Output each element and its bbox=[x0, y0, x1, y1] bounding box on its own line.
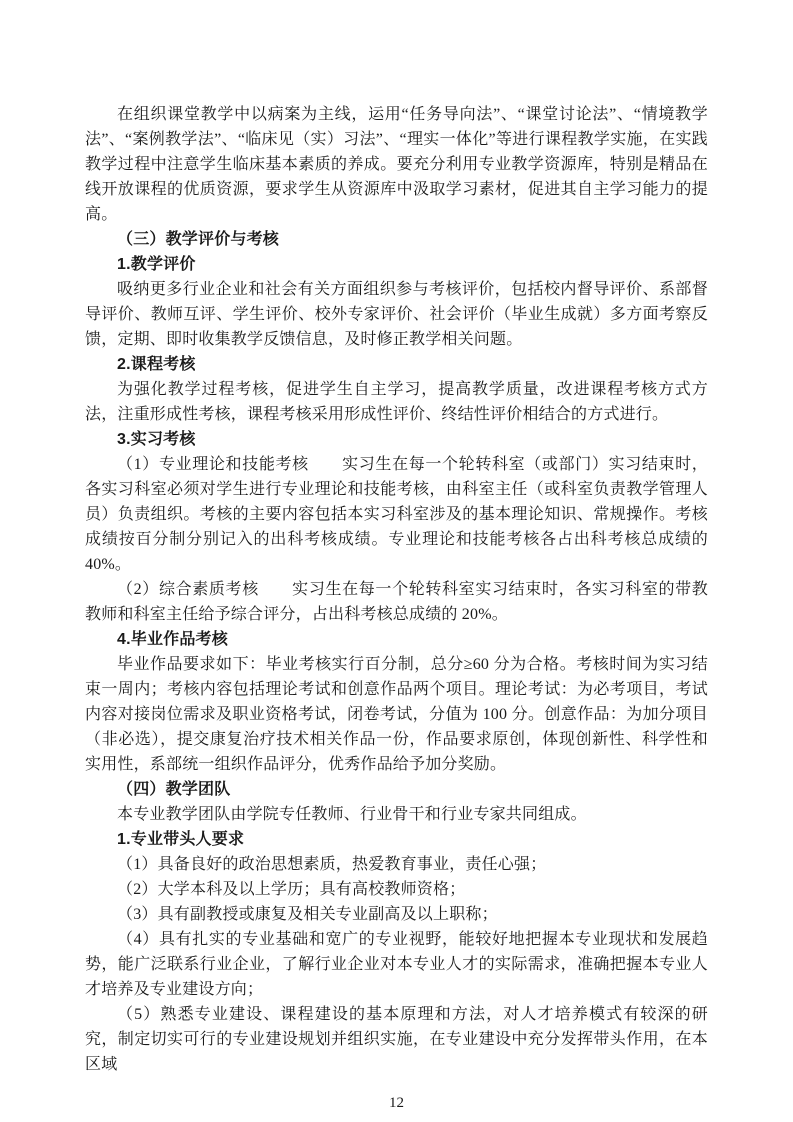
page-number: 12 bbox=[389, 1095, 404, 1111]
paragraph: 在组织课堂教学中以病案为主线，运用“任务导向法”、“课堂讨论法”、“情境教学法”、“案例教学法”、“临床见（实）习法”、“理实一体化”等进行课程教学实施，在实践教学过程中注意学生临床基本素质的养成。要充分利用专业教学资源库，特别是精品在线开放课程的优质资源，要求学生从资源库中汲取学习素材，促进其自主学习能力的提高。 bbox=[85, 106, 708, 223]
subsection-heading: 4.毕业作品考核 bbox=[117, 631, 228, 648]
paragraph: 吸纳更多行业企业和社会有关方面组织参与考核评价，包括校内督导评价、系部督导评价、教师互评、学生评价、校外专家评价、社会评价（毕业生成就）多方面考察反馈，定期、即时收集教学反馈信息，及时修正教学相关问题。 bbox=[85, 281, 708, 348]
list-item: （1）具备良好的政治思想素质，热爱教育事业，责任心强； bbox=[117, 856, 547, 873]
list-item: （2）大学本科及以上学历；具有高校教师资格； bbox=[117, 881, 466, 898]
subsection-heading: 1.教学评价 bbox=[117, 256, 196, 273]
section-heading: （四）教学团队 bbox=[117, 781, 231, 798]
paragraph: （1）专业理论和技能考核 实习生在每一个轮转科室（或部门）实习结束时，各实习科室必须对学生进行专业理论和技能考核，由科室主任（或科室负责教学管理人员）负责组织。考核的主要内容包括本实习科室涉及的基本理论知识、常规操作。考核成绩按百分制分别记入的出科考核成绩。专业理论和技能考核各占出科考核总成绩的 40%。 bbox=[85, 456, 708, 573]
list-item: （3）具有副教授或康复及相关专业副高及以上职称； bbox=[117, 906, 498, 923]
list-item: （5）熟悉专业建设、课程建设的基本原理和方法，对人才培养模式有较深的研究，制定切实可行的专业建设规划并组织实施，在专业建设中充分发挥带头作用，在本区域 bbox=[85, 1006, 708, 1073]
section-heading: （三）教学评价与考核 bbox=[117, 231, 280, 248]
paragraph: 本专业教学团队由学院专任教师、行业骨干和行业专家共同组成。 bbox=[117, 806, 587, 823]
paragraph: （2）综合素质考核 实习生在每一个轮转科室实习结束时，各实习科室的带教教师和科室主任给予综合评分，占出科考核总成绩的 20%。 bbox=[85, 581, 708, 623]
paragraph: 为强化教学过程考核，促进学生自主学习，提高教学质量，改进课程考核方式方法，注重形成性考核，课程考核采用形成性评价、终结性评价相结合的方式进行。 bbox=[85, 381, 708, 423]
paragraph: 毕业作品要求如下：毕业考核实行百分制，总分≥60 分为合格。考核时间为实习结束一周内；考核内容包括理论考试和创意作品两个项目。理论考试：为必考项目，考试内容对接岗位需求及职业资格考试，闭卷考试，分值为 100 分。创意作品：为加分项目（非必选），提交康复治疗技术相关作品一份，作品要求原创，体现创新性、科学性和实用性，系部统一组织作品评分，优秀作品给予加分奖励。 bbox=[85, 656, 708, 773]
subsection-heading: 1.专业带头人要求 bbox=[117, 831, 245, 848]
subsection-heading: 3.实习考核 bbox=[117, 431, 196, 448]
list-item: （4）具有扎实的专业基础和宽广的专业视野，能较好地把握本专业现状和发展趋势，能广泛联系行业企业，了解行业企业对本专业人才的实际需求，准确把握本专业人才培养及专业建设方向； bbox=[85, 931, 708, 998]
document-body bbox=[85, 102, 708, 1077]
subsection-heading: 2.课程考核 bbox=[117, 356, 196, 373]
